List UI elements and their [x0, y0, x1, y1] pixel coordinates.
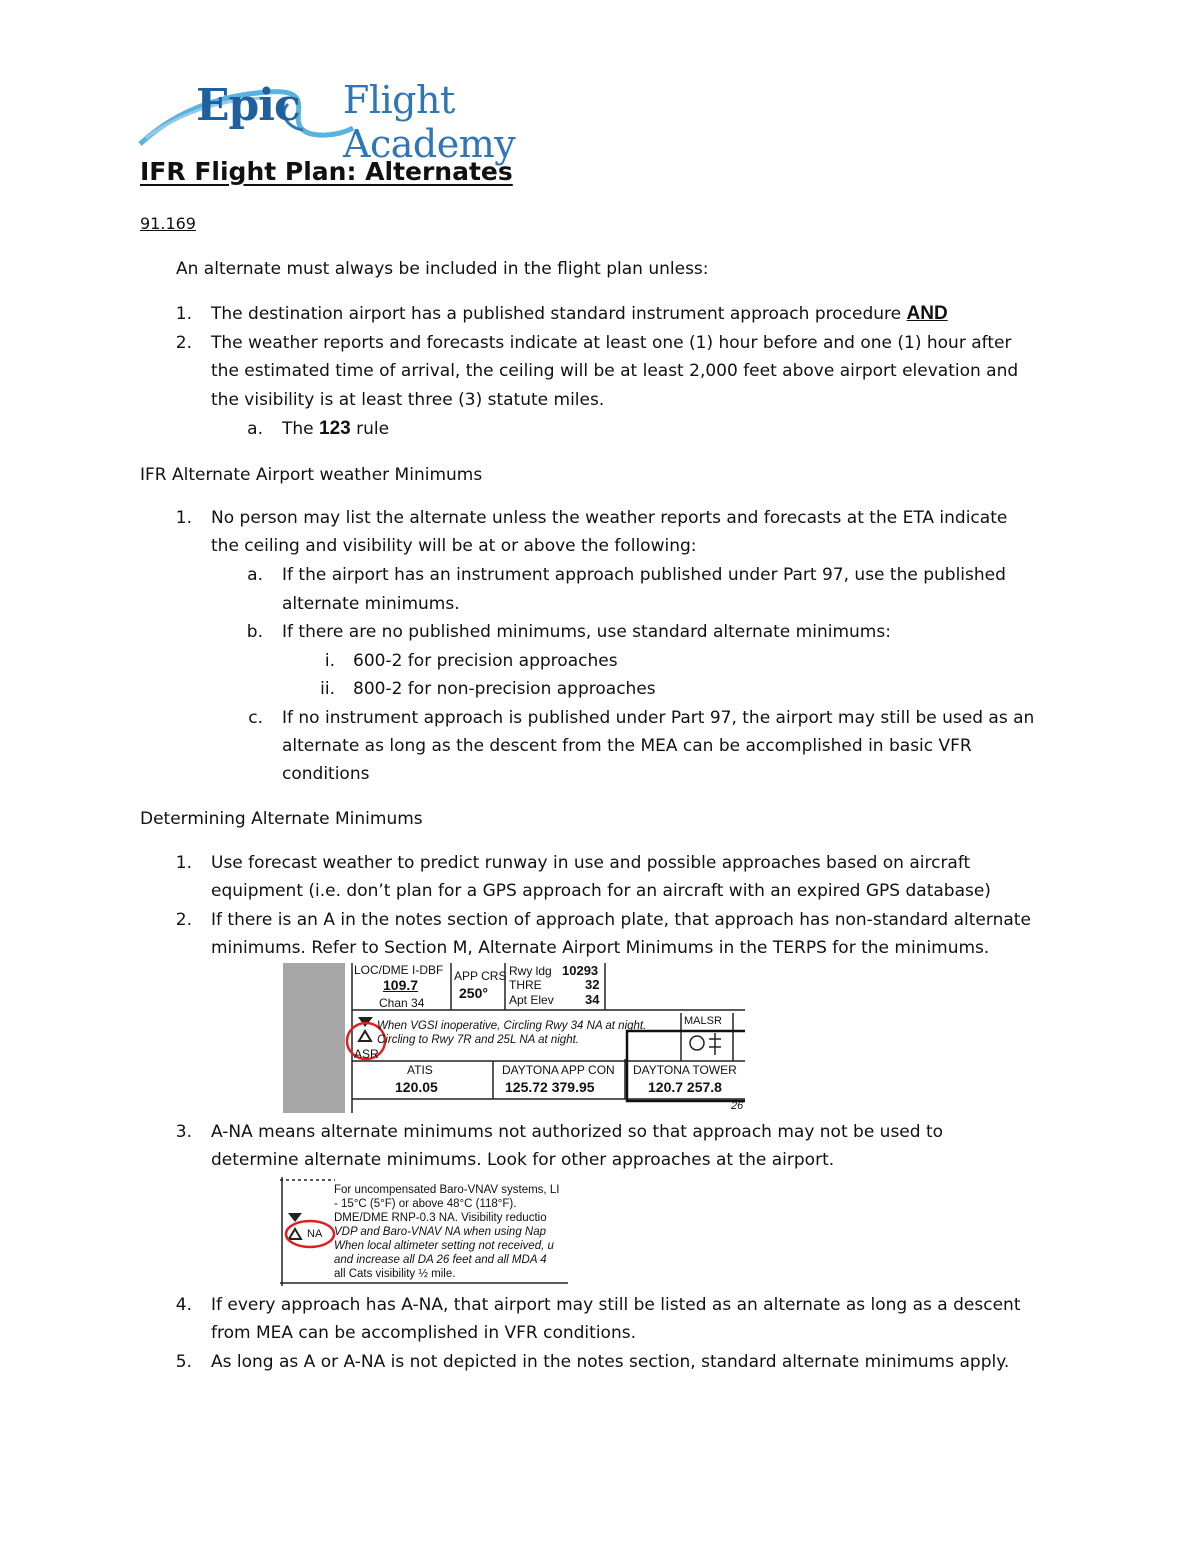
list-number: 1.: [175, 508, 192, 528]
epic-flight-academy-logo: [138, 78, 608, 166]
list-number: 4.: [175, 1295, 192, 1315]
plate-note-line: VDP and Baro-VNAV NA when using Nap: [334, 1226, 547, 1238]
plate-note-line: When VGSI inoperative, Circling Rwy 34 NA at night.: [377, 1020, 647, 1032]
rwy-ldg-value: 10293: [562, 963, 599, 978]
page-title: IFR Flight Plan: Alternates: [140, 157, 513, 186]
app-con-label: DAYTONA APP CON: [502, 1063, 615, 1077]
na-label: NA: [307, 1228, 323, 1240]
list-number: 2.: [175, 333, 192, 353]
list-item-line: If every approach has A-NA, that airport may still be listed as an alternate as long as a descent: [211, 1295, 1021, 1315]
approach-plate-image-a-na: [280, 1177, 568, 1286]
regulation-reference: 91.169: [140, 214, 196, 233]
sub-item: [282, 415, 389, 444]
asr-label: ASR: [354, 1047, 379, 1061]
list-item-line: equipment (i.e. don’t plan for a GPS approach for an aircraft with an expired GPS database): [211, 881, 991, 901]
tower-label: DAYTONA TOWER: [633, 1063, 737, 1077]
plate-note-line: DME/DME RNP-0.3 NA. Visibility reductio: [334, 1212, 547, 1224]
logo-word-flight-academy: Flight Academy: [343, 78, 516, 166]
intro-text: An alternate must always be included in the flight plan unless:: [176, 259, 709, 279]
tower-frequency: 120.7 257.8: [648, 1079, 722, 1095]
rwy-ldg-label: Rwy ldg: [509, 964, 552, 978]
sub-item-text: The: [282, 419, 320, 439]
sub-item-line: If the airport has an instrument approach published under Part 97, use the published: [282, 565, 1006, 585]
atis-frequency: 120.05: [395, 1079, 438, 1095]
list-item-line: As long as A or A-NA is not depicted in the notes section, standard alternate minimums apply.: [211, 1352, 1010, 1372]
list-number: 1.: [175, 853, 192, 873]
list-roman: i.: [324, 651, 335, 671]
emphasis-and: AND: [906, 303, 948, 324]
sub-item-line: alternate minimums.: [282, 594, 460, 614]
malsr-label: MALSR: [684, 1015, 722, 1027]
list-number: 1.: [175, 304, 192, 324]
logo-word-epic: Epic: [196, 80, 300, 131]
sub-item-line: alternate as long as the descent from the MEA can be accomplished in basic VFR: [282, 736, 972, 756]
thre-value: 32: [585, 977, 600, 992]
list-item-line: determine alternate minimums. Look for other approaches at the airport.: [211, 1150, 835, 1170]
roman-item: 800-2 for non-precision approaches: [353, 679, 656, 699]
list-item-line: A-NA means alternate minimums not authorized so that approach may not be used to: [211, 1122, 944, 1142]
list-item-line: No person may list the alternate unless the weather reports and forecasts at the ETA indicate: [211, 508, 1008, 528]
list-number: 2.: [175, 910, 192, 930]
plate-note-line: Circling to Rwy 7R and 25L NA at night.: [377, 1034, 579, 1046]
sub-item-text: rule: [350, 419, 390, 439]
apt-elev-label: Apt Elev: [509, 993, 554, 1007]
plate-note-line: For uncompensated Baro-VNAV systems, LI: [334, 1184, 560, 1196]
loc-frequency: 109.7: [383, 977, 419, 993]
list-letter: b.: [246, 622, 263, 642]
list-item-line: The weather reports and forecasts indicate at least one (1) hour before and one (1) hour after: [211, 333, 1012, 353]
list-item-line: If there is an A in the notes section of approach plate, that approach has non-standard alternate: [211, 910, 1031, 930]
app-crs-value: 250°: [459, 985, 488, 1001]
list-letter: c.: [248, 708, 263, 728]
list-item-line: Use forecast weather to predict runway in use and possible approaches based on aircraft: [211, 853, 971, 873]
loc-dme-label: LOC/DME I-DBF: [354, 963, 444, 977]
channel-label: Chan 34: [379, 996, 425, 1010]
list-item-line: from MEA can be accomplished in VFR conditions.: [211, 1323, 636, 1343]
roman-item: 600-2 for precision approaches: [353, 651, 618, 671]
apt-elev-value: 34: [585, 992, 600, 1007]
plate-note-line: - 15°C (5°F) or above 48°C (118°F).: [334, 1198, 517, 1210]
list-roman: ii.: [320, 679, 335, 699]
list-number: 3.: [175, 1122, 192, 1142]
app-con-frequency: 125.72 379.95: [505, 1079, 595, 1095]
plate-margin-bar: [283, 963, 345, 1113]
app-crs-label: APP CRS: [454, 969, 507, 983]
plate-note-line: and increase all DA 26 feet and all MDA 4: [334, 1254, 547, 1266]
sub-item-line: If there are no published minimums, use standard alternate minimums:: [282, 622, 891, 642]
sub-item-line: If no instrument approach is published under Part 97, the airport may still be used as an: [282, 708, 1035, 728]
list-item: [211, 300, 948, 329]
list-letter: a.: [247, 565, 263, 585]
plate-note-line: all Cats visibility ½ mile.: [334, 1268, 456, 1280]
list-item-text: The destination airport has a published standard instrument approach procedure: [211, 304, 907, 324]
sub-item-line: conditions: [282, 764, 370, 784]
approach-plate-image-asr: [345, 963, 745, 1113]
emphasis-123: 123: [319, 418, 351, 439]
section-heading: IFR Alternate Airport weather Minimums: [140, 465, 483, 485]
section-heading: Determining Alternate Minimums: [140, 809, 423, 829]
atis-label: ATIS: [407, 1063, 433, 1077]
plate-partial-text: 26: [731, 1100, 744, 1112]
thre-label: THRE: [509, 978, 542, 992]
plate-note-line: When local altimeter setting not received, u: [334, 1240, 554, 1252]
list-letter: a.: [247, 419, 263, 439]
list-item-line: the estimated time of arrival, the ceiling will be at least 2,000 feet above airport elevation and: [211, 361, 1019, 381]
list-item-line: the ceiling and visibility will be at or above the following:: [211, 536, 697, 556]
list-number: 5.: [175, 1352, 192, 1372]
list-item-line: minimums. Refer to Section M, Alternate Airport Minimums in the TERPS for the minimums.: [211, 938, 990, 958]
list-item-line: the visibility is at least three (3) statute miles.: [211, 390, 605, 410]
